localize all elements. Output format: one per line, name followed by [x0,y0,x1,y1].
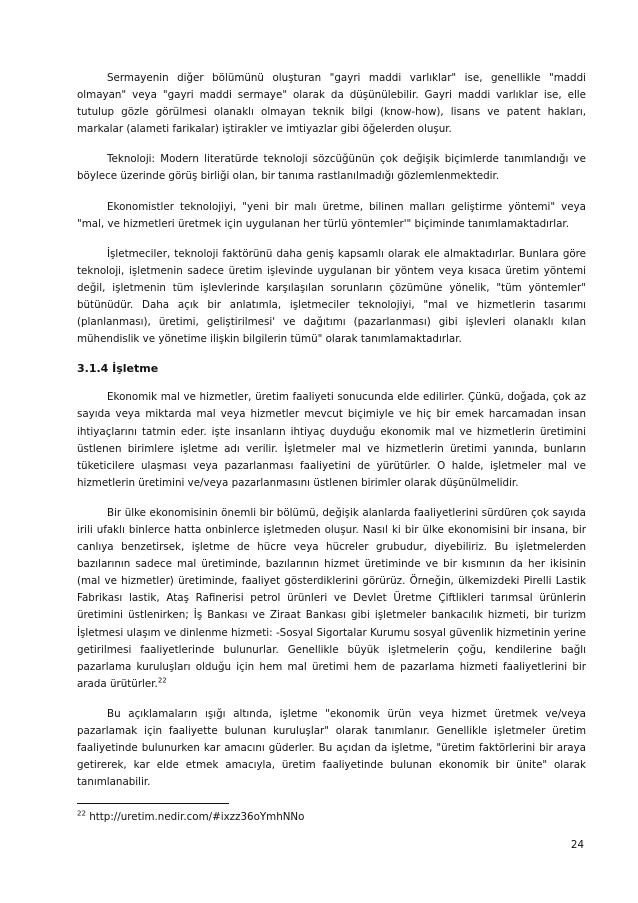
page-number: 24 [570,839,584,851]
page-body [77,70,586,804]
section-heading: 3.1.4 İşletme [77,362,159,376]
paragraph-managers-view: İşletmeciler, teknoloji faktörünü daha geniş kapsamlı olarak ele almaktadırlar. Bunlara göre teknoloji, işletmenin sadece üretim işlevinde uygulanan bir yöntem veya kısaca üretim yöntemi değil, işletmenin tüm işlevlerinde karşılaşılan sorunların çözümüne yönelik, "tüm yöntemler" bütünüdür. Daha açık bir anlatımla, işletmeciler teknolojiyi, "mal ve hizmetlerin tasarımı (planlanması), üretimi, geliştirilmesi' ve dağıtımı (pazarlanması) gibi işlevleri olanaklı kılan mühendislik ve yönetime ilişkin bilgilerin tümü" olarak tanımlamaktadırlar. [77,247,586,346]
paragraph-enterprise-examples-text: Bir ülke ekonomisinin önemli bir bölümü, değişik alanlarda faaliyetlerini sürdüren çok sayıda irili ufaklı binlerce hatta onbinlerce işletmeden oluşur. Nasıl ki bir ülke ekonomisini bir insana, bir canlıya benzetirsek, işletme de hücre veya hücreler grubudur, diyebiliriz. Bu işletmelerden bazılarının sadece mal üretiminde, bazılarının hizmet üretiminde ve bir kısmının da her ikisinin (mal ve hizmetler) üretiminde, faaliyet gösterdiklerini görürüz. Örneğin, ülkemizdeki Pirelli Lastik Fabrikası lastik, Ataş Rafinerisi petrol ürünleri ve Devlet Üretme Çiftlikleri tarımsal ürünlerin üretimini üstlenirken; İş Bankası ve Ziraat Bankası gibi işletmeler bankacılık hizmeti, bir turizm İşletmesi ulaşım ve dinlenme hizmeti: -Sosyal Sigortalar Kurumu sosyal güvenlik hizmetinin yerine getirilmesi faaliyetlerinde bulunurlar. Genellikle büyük işletmelerin çoğu, kendilerine bağlı pazarlama kuruluşları olduğu için hem mal üretimi hem de pazarlama hizmeti faaliyetlerini bir arada ürütürler. [77,506,586,690]
footnote-link[interactable]: http://uretim.nedir.com/#ixzz36oYmhNNo [85,811,305,823]
footnote [77,810,304,825]
footnote-reference[interactable]: 22 [157,676,167,685]
footnote-number: 22 [77,809,86,818]
paragraph-enterprise-conclusion: Bu açıklamaların ışığı altında, işletme "ekonomik ürün veya hizmet üretmek ve/veya pazarlamak için faaliyette bulunan kuruluşlar" olarak tanımlanır. Genellikle işletmeler üretim faaliyetinde bulunurken kar amacını güderler. Bu açıdan da işletme, "üretim faktörlerini bir araya getirerek, kar elde etmek amacıyla, üretim faaliyetinde bulunan ekonomik bir ünite" olarak tanımlanabilir. [77,707,586,789]
paragraph-technology-definition: Teknoloji: Modern literatürde teknoloji sözcüğünün çok değişik biçimlerde tanımlandığı ve böylece üzerinde görüş birliği olan, bir tanıma rastlanılmadığı gözlemlenmektedir. [77,153,586,183]
paragraph-enterprise-definition: Ekonomik mal ve hizmetler, üretim faaliyeti sonucunda elde edilirler. Çünkü, doğada, çok az sayıda veya miktarda mal veya hizmetler mevcut biçimiyle ve hiç bir emek harcamadan insan ihtiyaçlarını tatmin eder. işte insanların ihtiyaç duyduğu ekonomik mal ve hizmetlerin üretimini üstlenen birimlere işletme adı verilir. İşletmeler mal ve hizmetlerin üretimi yanında, bunların tüketicilere ulaşması veya pazarlanması faaliyetini de yürütürler. O halde, işletmeler mal ve hizmetlerin üretimini ve/veya pazarlanmasını üstlenen birimler olarak düşünülmelidir. [77,391,586,489]
paragraph-intangible-assets: Sermayenin diğer bölümünü oluşturan "gayri maddi varlıklar" ise, genellikle "maddi olmayan" veya "gayri maddi sermaye" olarak da düşünülebilir. Gayri maddi varlıklar ise, elle tutulup gözle görülmesi olanaklı olmayan teknik bilgi (know-how), lisans ve patent hakları, markalar (alameti farikalar) iştirakler ve imtiyazlar gibi öğelerden oluşur. [77,72,586,136]
footnote-divider [77,803,229,804]
paragraph-enterprise-examples [77,505,586,693]
paragraph-economists-view: Ekonomistler teknolojiyi, "yeni bir malı üretme, bilinen malları geliştirme yöntemi" veya "mal, ve hizmetleri üretmek için uygulanan her türlü yöntemler'" biçiminde tanımlamaktadırlar. [77,200,586,230]
